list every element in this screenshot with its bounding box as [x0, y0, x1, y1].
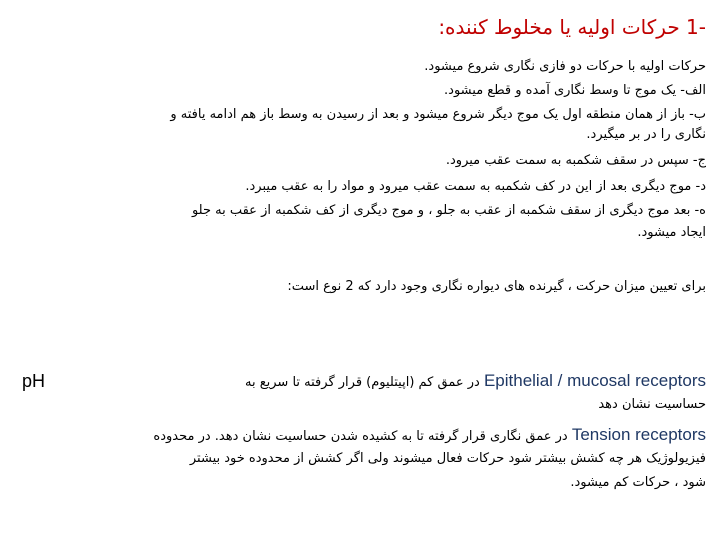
receptor-2-text: در عمق نگاری قرار گرفته تا به کشیده شدن حساسیت نشان دهد. در محدوده [153, 429, 568, 444]
item-he-line1: ه- بعد موج دیگری از سقف شکمبه از عقب به جلو ، و موج دیگری از کف شکمبه از عقب به جلو [191, 203, 706, 218]
receptor-2-line2: فیزیولوژیک هر چه کشش بیشتر شود حرکات فعال میشوند ولی اگر کشش از محدوده خود بیشتر [189, 451, 706, 466]
item-alef: الف- یک موج تا وسط نگاری آمده و قطع میشود. [444, 83, 706, 98]
receptor-1-line2: حساسیت نشان دهد [598, 397, 706, 412]
receptor-1-line1 [10, 370, 706, 394]
item-jim: ج- سپس در سقف شکمبه به سمت عقب میرود. [445, 153, 706, 168]
receptors-intro: برای تعیین میزان حرکت ، گیرنده های دیواره نگاری وجود دارد که 2 نوع است: [287, 279, 706, 294]
item-he-line2: ایجاد میشود. [637, 225, 706, 240]
item-dal: د- موج دیگری بعد از این در کف شکمبه به سمت عقب میرود و مواد را به عقب میبرد. [245, 179, 706, 194]
receptor-1-text: در عمق کم (اپیتلیوم) قرار گرفته تا سریع به [245, 375, 480, 390]
item-be-line1: ب- باز از همان منطقه اول یک موج دیگر شروع میشود و بعد از رسیدن به وسط باز هم ادامه یافته و [170, 107, 706, 122]
intro-text: حرکات اولیه با حرکات دو فازی نگاری شروع میشود. [424, 59, 706, 74]
item-be-line2: نگاری را در بر میگیرد. [586, 127, 706, 142]
receptor-1-name: Epithelial / mucosal receptors [483, 371, 706, 390]
ph-label: pH [22, 371, 46, 391]
receptor-2-line3: شود ، حرکات کم میشود. [570, 475, 706, 490]
receptor-2-name: Tension receptors [571, 425, 706, 444]
slide-title: -1 حرکات اولیه یا مخلوط کننده: [438, 15, 706, 39]
receptor-2-line1 [10, 424, 706, 448]
